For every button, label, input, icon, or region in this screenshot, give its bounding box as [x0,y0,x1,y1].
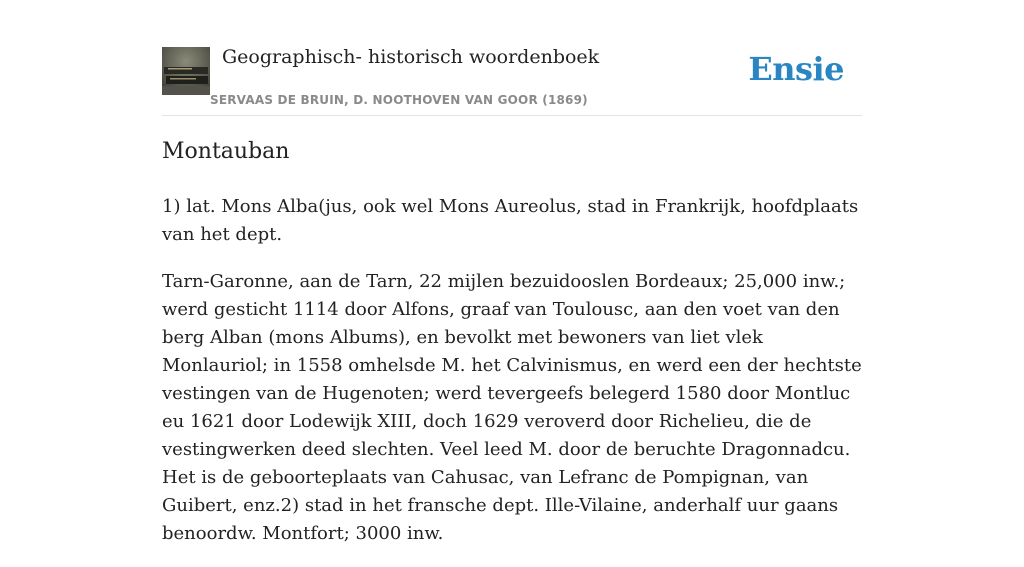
book-cover-avatar[interactable] [162,47,210,95]
entry-body [162,193,862,567]
entry-paragraph: 1) lat. Mons Alba(jus, ook wel Mons Aureolus, stad in Frankrijk, hoofdplaats van het dept. [162,196,859,245]
ensie-logo-link[interactable]: Ensie [748,50,844,88]
entry-title: Montauban [162,139,290,164]
entry-paragraph: Tarn-Garonne, aan de Tarn, 22 mijlen bezuidooslen Bordeaux; 25,000 inw.; werd gesticht 1114 door Alfons, graaf van Toulousc, aan den voet van den berg Alban (mons Albums), en bevolkt met bewoners van liet vlek Monlauriol; in 1558 omhelsde M. het Calvinismus, en werd een der hechtste vestingen van de Hugenoten; werd tevergeefs belegerd 1580 door Montluc eu 1621 door Lodewijk XIII, doch 1629 veroverd door Richelieu, die de vestingwerken deed slechten. Veel leed M. door de beruchte Dragonnadcu. Het is de geboorteplaats van Cahusac, van Lefranc de Pompignan, van Guibert, enz.2) stad in het fransche dept. Ille-Vilaine, anderhalf uur gaans benoordw. Montfort; 3000 inw. [162,271,862,544]
book-header [162,40,862,116]
book-title[interactable]: Geographisch- historisch woordenboek [222,46,600,68]
book-authors: SERVAAS DE BRUIN, D. NOOTHOVEN VAN GOOR (1869) [210,93,588,107]
